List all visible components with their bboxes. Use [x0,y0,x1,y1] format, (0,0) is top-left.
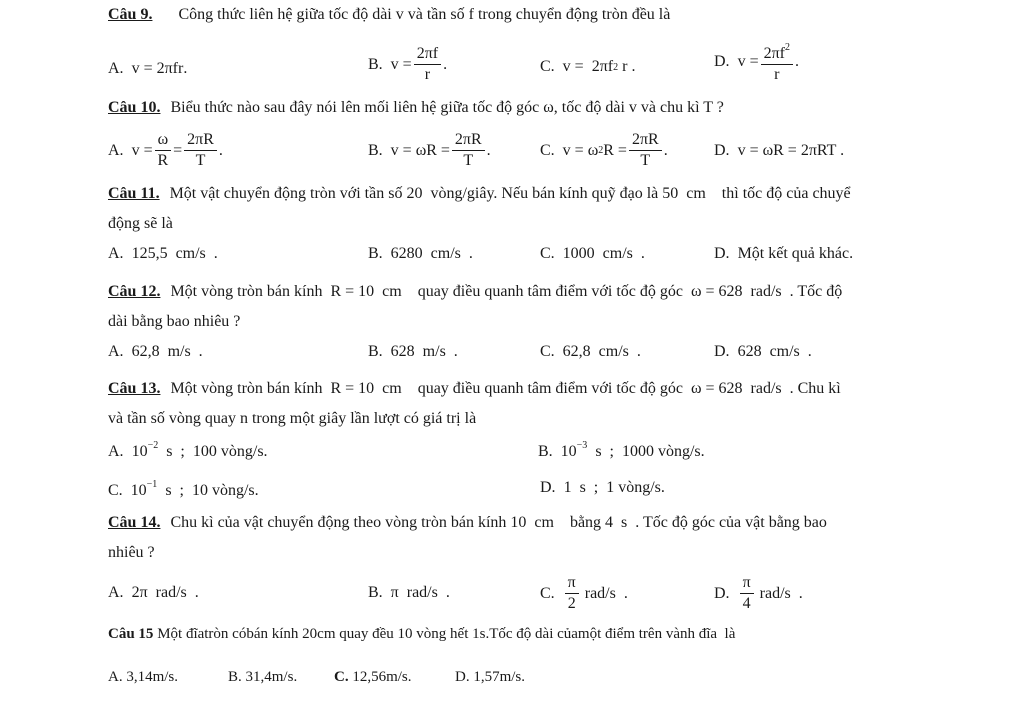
question-14-text: Chu kì của vật chuyển động theo vòng tròn bán kính 10 cm bằng 4 s . Tốc độ góc của vật bằng bao [170,514,827,531]
numerator-text: 2πf [763,45,785,62]
option-text: s ; 10 vòng/s. [157,482,259,499]
option-text: 6280 cm/s . [390,245,473,262]
option-label: B. [368,343,383,360]
option-formula: v = ωR = 2πRT . [737,142,845,159]
question-13-option-a[interactable] [108,440,268,461]
question-14-stem [108,514,827,532]
option-formula: v = 2πf [562,58,614,75]
question-15-option-d[interactable] [455,669,525,686]
question-11-option-c[interactable] [540,245,645,263]
fraction [629,130,662,171]
question-11-option-d[interactable] [714,245,853,263]
denominator: r [774,66,780,83]
denominator: R [157,152,169,169]
option-formula: v = [737,52,759,70]
option-formula: v = 2πfr [131,60,184,77]
question-12-option-c[interactable] [540,343,641,361]
option-label: D. [714,343,730,360]
denominator: r [424,66,431,83]
exponent: −1 [146,479,158,490]
option-text: rad/s . [759,584,803,602]
numerator [761,38,793,65]
question-10-number: Câu 10. [108,99,161,116]
question-12-option-b[interactable] [368,343,458,361]
question-13-stem-line2: và tần số vòng quay n trong một giây lần lượt có giá trị là [108,410,477,427]
question-9-option-d[interactable] [714,38,799,85]
option-label: C. [540,58,555,75]
option-label: B. [368,55,383,73]
fraction [414,44,441,85]
option-label: D. [714,52,730,70]
numerator: π [740,573,754,594]
option-punct: . [663,141,668,159]
option-text: 1000 cm/s . [562,245,645,262]
fraction [761,38,793,85]
option-label: A. [108,584,124,601]
denominator: T [640,152,651,169]
option-label: A. [108,141,124,159]
question-11-option-b[interactable] [368,245,473,263]
option-text: 12,56m/s. [352,669,412,685]
question-9-option-c[interactable] [540,58,635,76]
exponent: −3 [576,440,588,451]
option-formula: v = [390,55,412,73]
question-13-stem [108,380,841,398]
question-14-stem-line2: nhiêu ? [108,544,155,561]
question-12-stem-line2: dài bằng bao nhiêu ? [108,313,241,330]
numerator: 2πR [629,130,662,151]
fraction [740,573,754,614]
option-punct: . [795,52,799,70]
option-label: A. [108,343,124,360]
option-text: 62,8 cm/s . [562,343,641,360]
option-text: 628 cm/s . [737,343,812,360]
question-14-number: Câu 14. [108,514,161,531]
option-label: D. [455,669,470,685]
option-formula: v = [131,141,153,159]
question-10-text: Biểu thức nào sau đây nói lên mối liên hệ giữa tốc độ góc ω, tốc độ dài v và chu kì T ? [170,99,724,116]
question-15-stem [108,626,735,643]
question-14-option-a[interactable] [108,584,199,602]
question-13-text: Một vòng tròn bán kính R = 10 cm quay điều quanh tâm điểm với tốc độ góc ω = 628 rad/s . Chu kì [170,380,841,397]
question-9-option-b[interactable] [368,44,447,85]
option-label: C. [540,245,555,262]
option-label: D. [714,584,730,602]
question-11-number: Câu 11. [108,185,160,202]
option-label: A. [108,443,124,460]
option-base: 10 [130,482,147,499]
option-label: B. [228,669,242,685]
question-15-number: Câu 15 [108,626,154,642]
question-12-option-a[interactable] [108,343,203,361]
numerator: π [565,573,579,594]
question-9-stem [108,6,670,24]
option-text: 2π rad/s . [131,584,199,601]
question-10-option-b[interactable] [368,130,491,171]
option-label: C. [540,141,555,159]
denominator: T [195,152,206,169]
option-label: C. [540,343,555,360]
denominator: T [463,152,474,169]
exponent: 2 [598,145,604,156]
option-label: A. [108,245,124,262]
option-formula: v = ω [562,141,599,159]
question-9-number: Câu 9. [108,6,153,23]
denominator: 2 [567,595,576,612]
option-label: C. [108,482,123,499]
option-text: 125,5 cm/s . [131,245,218,262]
question-12-number: Câu 12. [108,283,161,300]
fraction [155,130,172,171]
question-14-option-b[interactable] [368,584,450,602]
question-13-option-b[interactable] [538,440,705,461]
fraction [452,130,485,171]
option-label: B. [368,141,383,159]
question-13-option-d[interactable] [540,479,665,497]
option-base: 10 [560,443,577,460]
option-punct: . [183,60,188,77]
fraction [565,573,579,614]
question-11-text: Một vật chuyển động tròn với tần số 20 vòng/giây. Nếu bán kính quỹ đạo là 50 cm thì tốc độ của chuyể [169,185,851,202]
question-13-number: Câu 13. [108,380,161,397]
denominator: 4 [742,595,751,612]
numerator: 2πR [452,130,485,151]
numerator: 2πf [414,44,441,65]
question-10-option-d[interactable] [714,142,844,160]
exponent: −2 [147,440,159,451]
option-base: 10 [131,443,148,460]
option-text: s ; 1000 vòng/s. [587,443,705,460]
question-15-text: Một đĩatròn cóbán kính 20cm quay đều 10 vòng hết 1s.Tốc độ dài củamột điểm trên vành đĩa là [157,626,736,642]
option-formula-mid: R = [603,141,627,159]
question-15-option-b[interactable] [228,669,297,686]
question-14-option-d[interactable] [714,573,803,614]
question-12-option-d[interactable] [714,343,812,361]
option-punct: . [443,55,448,73]
question-15-option-c[interactable] [334,669,412,686]
option-text: 62,8 m/s . [131,343,203,360]
question-11-stem [108,185,851,203]
option-formula: v = ωR = [390,141,450,159]
question-15-option-a[interactable] [108,669,178,686]
exponent: 2 [785,42,790,53]
question-9-text: Công thức liên hệ giữa tốc độ dài v và tần số f trong chuyển động tròn đều là [178,6,671,23]
question-9-option-a[interactable] [108,60,187,78]
option-label: D. [714,142,730,159]
option-label: C. [540,584,555,602]
question-10-option-a[interactable] [108,130,223,171]
numerator: 2πR [184,130,217,151]
question-11-option-a[interactable] [108,245,218,263]
option-label: C. [334,669,349,685]
fraction [184,130,217,171]
option-text: 3,14m/s. [126,669,179,685]
option-label: B. [368,584,383,601]
option-label: A. [108,669,123,685]
option-label: B. [368,245,383,262]
option-text: 1,57m/s. [473,669,526,685]
option-label: D. [714,245,730,262]
option-label: A. [108,60,124,77]
equals-sign: = [173,141,183,159]
option-label: D. [540,479,556,496]
option-text: Một kết quả khác. [737,245,854,262]
option-text: rad/s . [584,584,628,602]
exponent: 2 [613,61,619,73]
question-12-stem [108,283,842,301]
option-punct: r . [618,58,636,75]
option-punct: . [218,141,223,159]
question-10-option-c[interactable] [540,130,668,171]
option-text: π rad/s . [390,584,450,601]
option-label: B. [538,443,553,460]
option-text: s ; 100 vòng/s. [158,443,268,460]
question-12-text: Một vòng tròn bán kính R = 10 cm quay điều quanh tâm điểm với tốc độ góc ω = 628 rad/s . Tốc độ [170,283,843,300]
question-13-option-c[interactable] [108,479,259,500]
option-text: 31,4m/s. [245,669,298,685]
question-11-stem-line2: động sẽ là [108,215,173,232]
option-punct: . [486,141,491,159]
option-text: 628 m/s . [390,343,458,360]
option-text: 1 s ; 1 vòng/s. [563,479,665,496]
numerator: ω [155,130,172,151]
question-10-stem [108,99,724,117]
question-14-option-c[interactable] [540,573,628,614]
